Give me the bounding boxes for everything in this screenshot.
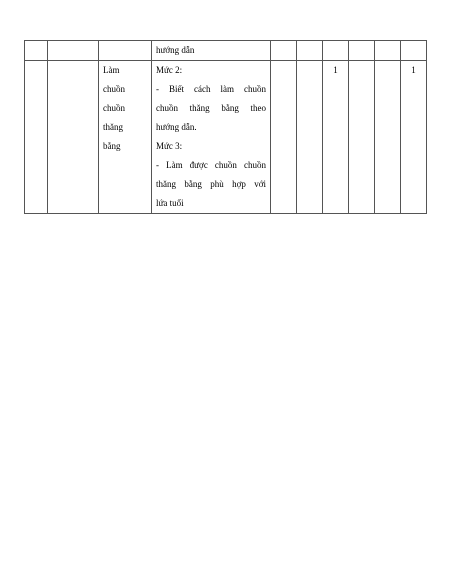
cell-value: [401, 41, 427, 61]
cell-value: [323, 41, 349, 61]
cell-group: [48, 61, 99, 214]
topic-line: chuồn: [103, 84, 125, 94]
cell-value: [375, 61, 401, 214]
topic-line: bằng: [103, 141, 121, 151]
cell-topic: [99, 41, 152, 61]
cell-description: [152, 41, 271, 61]
cell-value: [375, 41, 401, 61]
cell-value: [271, 41, 297, 61]
description-line: - Biết cách làm chuồn: [156, 84, 266, 94]
cell-value: [349, 41, 375, 61]
table-row: [25, 41, 427, 61]
cell-topic: [99, 61, 152, 214]
cell-value: [349, 61, 375, 214]
description-line: lứa tuổi: [156, 198, 184, 208]
cell-group: [48, 41, 99, 61]
description-line: hướng dẫn.: [156, 122, 197, 132]
topic-line: thăng: [103, 122, 123, 132]
cell-value: [271, 61, 297, 214]
cell-description: [152, 61, 271, 214]
description-line: Mức 3:: [156, 141, 183, 151]
table-row: [25, 61, 427, 214]
cell-value: 1: [323, 61, 349, 214]
cell-value: [297, 41, 323, 61]
description-line: thăng bằng phù hợp với: [156, 179, 266, 189]
topic-line: Làm: [103, 65, 120, 75]
assessment-table: [24, 40, 427, 214]
description-line: chuồn thăng bằng theo: [156, 103, 266, 113]
cell-index: [25, 61, 48, 214]
cell-index: [25, 41, 48, 61]
description-line: hướng dẫn: [156, 45, 195, 55]
description-line: - Làm được chuồn chuồn: [156, 160, 266, 170]
cell-value: [297, 61, 323, 214]
description-line: Mức 2:: [156, 65, 183, 75]
cell-value: 1: [401, 61, 427, 214]
topic-line: chuồn: [103, 103, 125, 113]
